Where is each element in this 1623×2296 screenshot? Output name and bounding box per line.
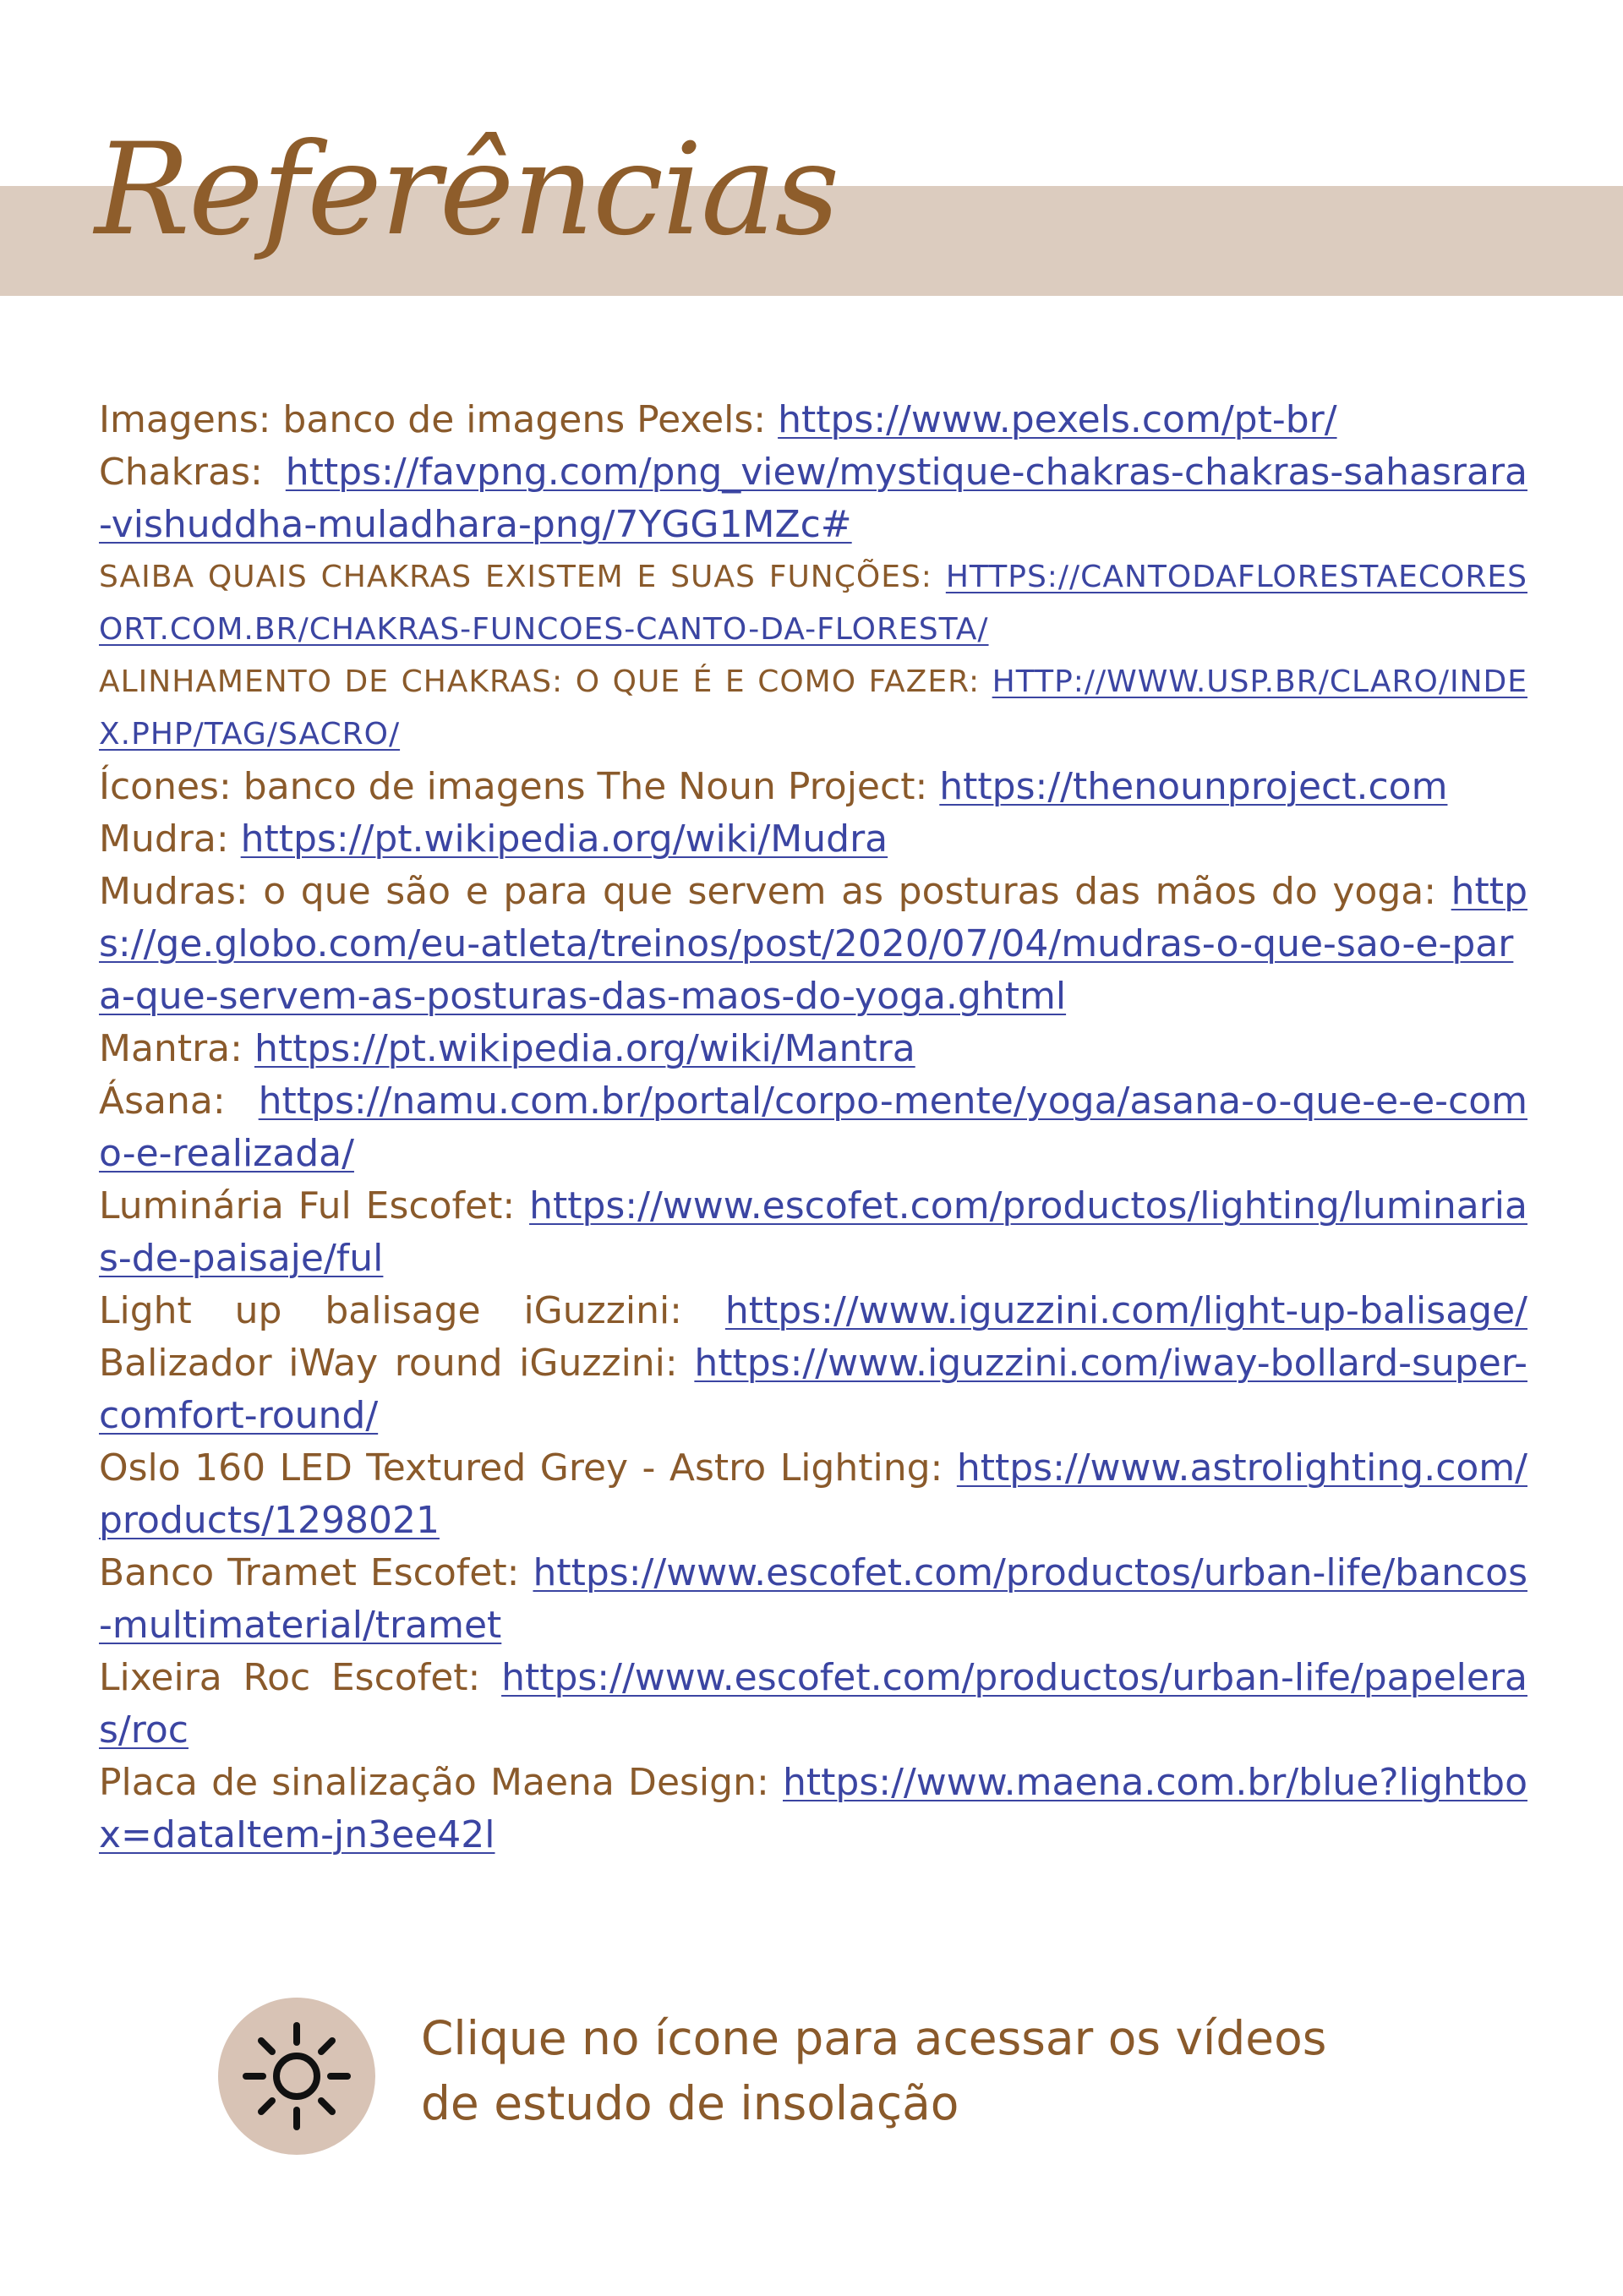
reference-label: Mantra: bbox=[99, 1027, 254, 1070]
reference-link[interactable]: HTTPS://CANTODAFLORESTAECORESORT.COM.BR/CHAKRAS-FUNCOES-CANTO-DA-FLORESTA/ bbox=[99, 560, 1527, 647]
reference-item bbox=[99, 761, 1527, 813]
reference-label: Light up balisage iGuzzini: bbox=[99, 1289, 725, 1332]
reference-label: Balizador iWay round iGuzzini: bbox=[99, 1342, 695, 1385]
page-title: Referências bbox=[95, 117, 839, 264]
reference-item bbox=[99, 1442, 1527, 1547]
footer-caption bbox=[421, 2006, 1351, 2136]
reference-link[interactable]: https://thenounproject.com bbox=[939, 765, 1448, 808]
reference-list bbox=[99, 394, 1527, 1861]
reference-item bbox=[99, 394, 1527, 446]
reference-label: Banco Tramet Escofet: bbox=[99, 1551, 533, 1594]
reference-item bbox=[99, 866, 1527, 1023]
reference-item bbox=[99, 656, 1527, 761]
reference-link[interactable]: https://pt.wikipedia.org/wiki/Mantra bbox=[254, 1027, 915, 1070]
reference-link[interactable]: https://www.iguzzini.com/light-up-balisage/ bbox=[724, 1289, 1527, 1332]
reference-link[interactable]: https://www.escofet.com/productos/urban-life/bancos-multimaterial/tramet bbox=[99, 1551, 1527, 1647]
reference-link[interactable]: HTTP://WWW.USP.BR/CLARO/INDEX.PHP/TAG/SACRO/ bbox=[99, 664, 1527, 752]
reference-label: Ásana: bbox=[99, 1080, 259, 1123]
reference-label: Luminária Ful Escofet: bbox=[99, 1184, 530, 1227]
reference-link[interactable]: https://namu.com.br/portal/corpo-mente/yoga/asana-o-que-e-e-como-e-realizada/ bbox=[99, 1080, 1527, 1175]
reference-label: Mudras: o que são e para que servem as posturas das mãos do yoga: bbox=[99, 870, 1451, 913]
reference-item bbox=[99, 1180, 1527, 1285]
reference-link[interactable]: https://ge.globo.com/eu-atleta/treinos/post/2020/07/04/mudras-o-que-sao-e-para-que-servem-as-posturas-das-maos-do-yoga.ghtml bbox=[99, 870, 1527, 1018]
reference-label: Imagens: banco de imagens Pexels: bbox=[99, 398, 779, 441]
sun-icon bbox=[218, 1998, 375, 2155]
footer-line-2: de estudo de insolação bbox=[421, 2076, 959, 2130]
reference-item bbox=[99, 446, 1527, 551]
reference-item bbox=[99, 551, 1527, 656]
reference-link[interactable]: https://www.astrolighting.com/products/1298021 bbox=[99, 1446, 1527, 1542]
reference-label: Lixeira Roc Escofet: bbox=[99, 1656, 502, 1699]
reference-label: Ícones: banco de imagens The Noun Project: bbox=[99, 765, 940, 808]
reference-item bbox=[99, 1075, 1527, 1180]
reference-label: ALINHAMENTO DE CHAKRAS: O QUE É E COMO FAZER: bbox=[99, 664, 992, 699]
reference-link[interactable]: https://favpng.com/png_view/mystique-chakras-chakras-sahasrara-vishuddha-muladhara-png/7YGG1MZc# bbox=[99, 451, 1527, 546]
reference-item bbox=[99, 813, 1527, 866]
reference-label: Oslo 160 LED Textured Grey - Astro Lighting: bbox=[99, 1446, 957, 1490]
footer-line-1: Clique no ícone para acessar os vídeos bbox=[421, 2011, 1327, 2065]
reference-link[interactable]: https://www.escofet.com/productos/lighting/luminarias-de-paisaje/ful bbox=[99, 1184, 1527, 1280]
reference-item bbox=[99, 1547, 1527, 1652]
reference-link[interactable]: https://www.iguzzini.com/iway-bollard-super-comfort-round/ bbox=[99, 1342, 1527, 1437]
reference-label: SAIBA QUAIS CHAKRAS EXISTEM E SUAS FUNÇÕES: bbox=[99, 560, 946, 594]
sun-icon-button[interactable] bbox=[218, 1998, 375, 2155]
reference-item bbox=[99, 1023, 1527, 1075]
reference-item bbox=[99, 1652, 1527, 1757]
reference-label: Mudra: bbox=[99, 817, 241, 861]
reference-link[interactable]: https://pt.wikipedia.org/wiki/Mudra bbox=[240, 817, 888, 861]
reference-label: Placa de sinalização Maena Design: bbox=[99, 1761, 783, 1804]
reference-link[interactable]: https://www.maena.com.br/blue?lightbox=dataItem-jn3ee42l bbox=[99, 1761, 1527, 1856]
reference-link[interactable]: https://www.pexels.com/pt-br/ bbox=[778, 398, 1337, 441]
reference-label: Chakras: bbox=[99, 451, 286, 494]
reference-item bbox=[99, 1757, 1527, 1861]
reference-item bbox=[99, 1285, 1527, 1442]
reference-link[interactable]: https://www.escofet.com/productos/urban-life/papeleras/roc bbox=[99, 1656, 1527, 1752]
